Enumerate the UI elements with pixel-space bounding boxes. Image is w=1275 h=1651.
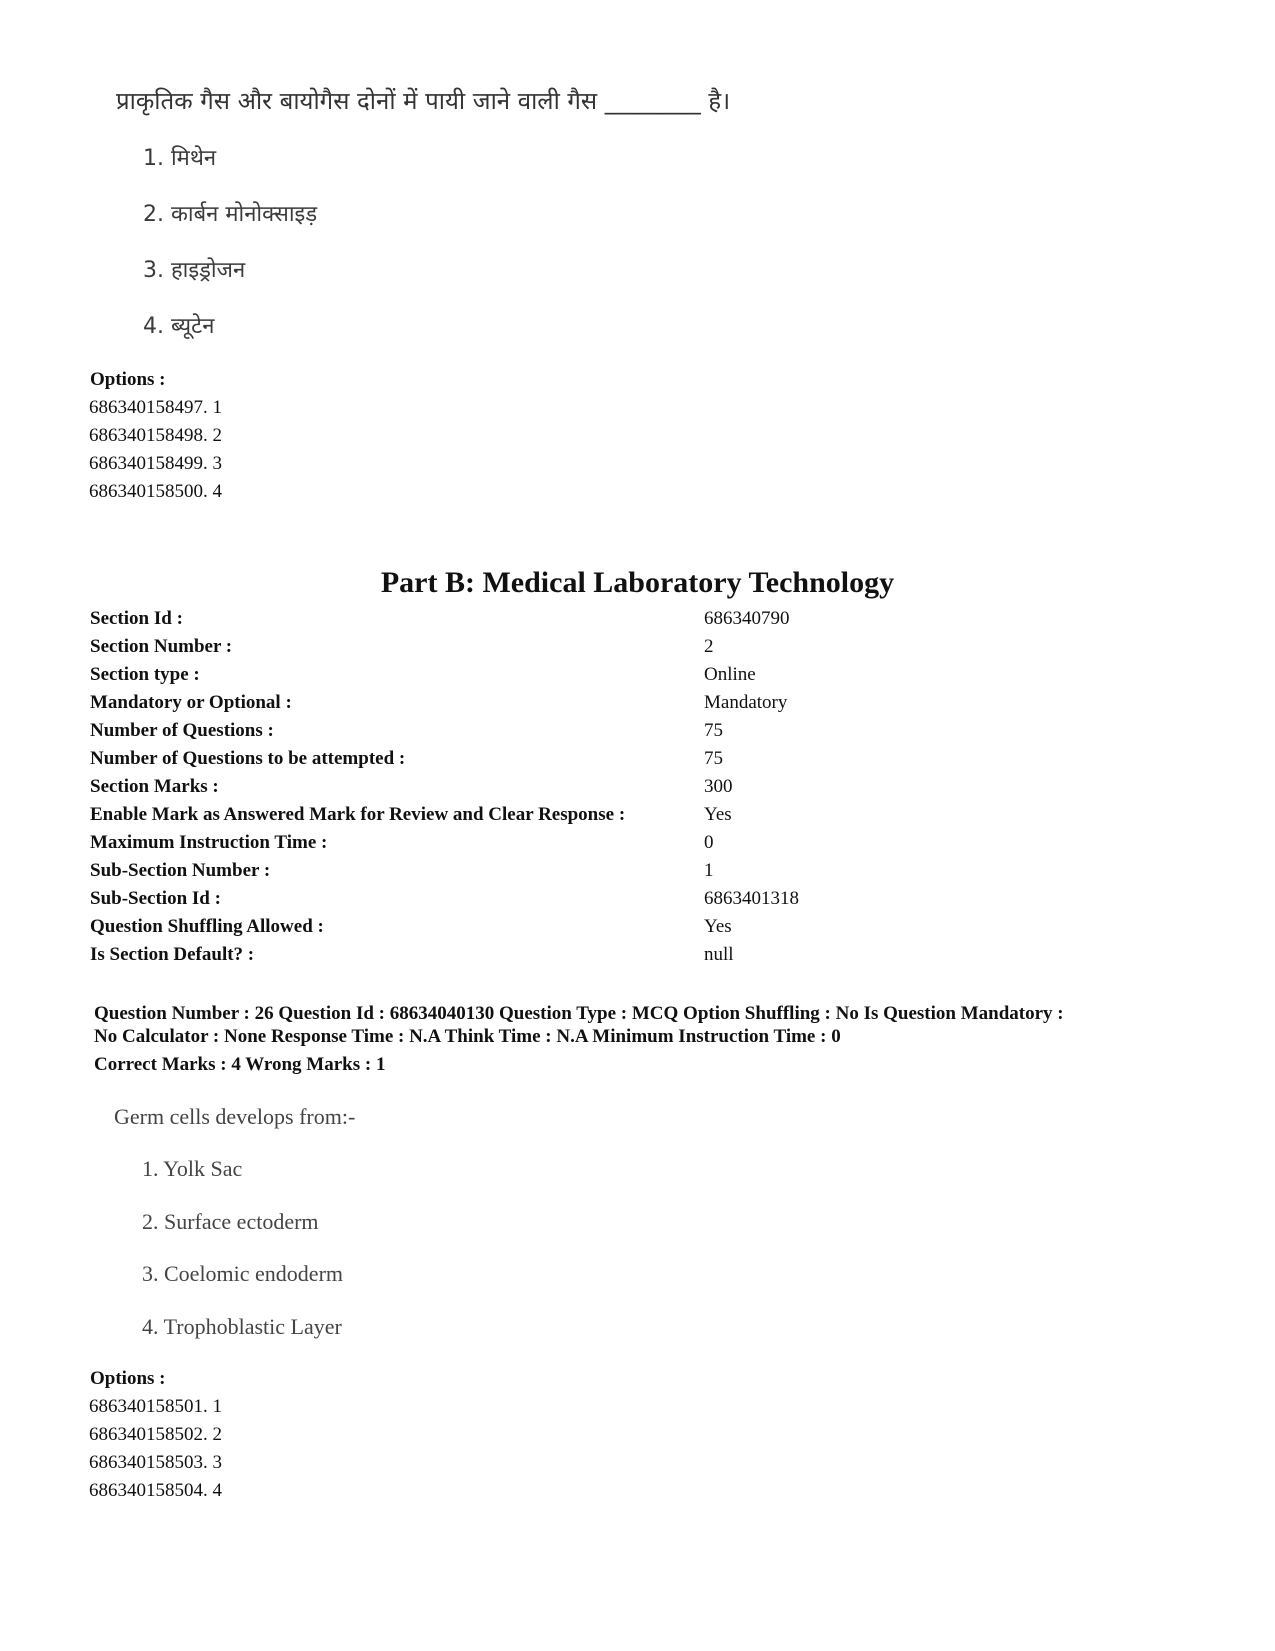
section-value: 0 <box>704 832 714 853</box>
part-title: Part B: Medical Laboratory Technology <box>380 566 895 599</box>
section-value: Yes <box>704 804 732 825</box>
section-value: Online <box>704 664 756 685</box>
question-meta: No Calculator : None Response Time : N.A Think Time : N.A Minimum Instruction Time : 0 <box>94 1026 841 1047</box>
section-label: Maximum Instruction Time : <box>90 832 328 853</box>
section-value: 75 <box>704 720 723 741</box>
section-value: Yes <box>704 916 732 937</box>
section-label: Section Number : <box>90 636 233 657</box>
section-value: 2 <box>704 636 714 657</box>
choice-2: 2. Surface ectoderm <box>142 1209 319 1234</box>
section-label: Sub-Section Id : <box>90 888 221 909</box>
section-row <box>90 692 1190 720</box>
question-stem-hindi: प्राकृतिक गैस और बायोगैस दोनों में पायी जाने वाली गैस ________ है। <box>116 87 731 115</box>
section-label: Mandatory or Optional : <box>90 692 292 713</box>
question-stem: Germ cells develops from:- <box>114 1104 356 1129</box>
choice-1: 1. Yolk Sac <box>142 1156 243 1181</box>
section-row <box>90 664 1190 692</box>
section-label: Section type : <box>90 664 200 685</box>
option-id: 686340158504. 4 <box>89 1480 222 1501</box>
section-label: Section Id : <box>90 608 183 629</box>
choice-4: 4. Trophoblastic Layer <box>142 1314 342 1339</box>
section-row <box>90 776 1190 804</box>
choice-3-hindi: 3. हाइड्रोजन <box>143 258 246 283</box>
option-id: 686340158498. 2 <box>89 425 222 446</box>
section-row <box>90 804 1190 832</box>
section-label: Enable Mark as Answered Mark for Review and Clear Response : <box>90 804 626 825</box>
section-row <box>90 860 1190 888</box>
options-label: Options : <box>90 1368 166 1389</box>
option-id: 686340158501. 1 <box>89 1396 222 1417</box>
choice-2-hindi: 2. कार्बन मोनोक्साइड़ <box>143 202 318 227</box>
section-label: Question Shuffling Allowed : <box>90 916 324 937</box>
section-value: 75 <box>704 748 723 769</box>
section-value: 300 <box>704 776 733 797</box>
section-row <box>90 888 1190 916</box>
section-value: 686340790 <box>704 608 790 629</box>
section-value: 6863401318 <box>704 888 799 909</box>
option-id: 686340158500. 4 <box>89 481 222 502</box>
section-row <box>90 636 1190 664</box>
section-row <box>90 608 1190 636</box>
choice-4-hindi: 4. ब्यूटेन <box>143 314 215 339</box>
question-meta: Question Number : 26 Question Id : 68634040130 Question Type : MCQ Option Shuffling : No Is Question Mandatory : <box>94 1003 1064 1024</box>
section-value: Mandatory <box>704 692 788 713</box>
section-label: Sub-Section Number : <box>90 860 271 881</box>
choice-3: 3. Coelomic endoderm <box>142 1261 344 1286</box>
section-label: Number of Questions to be attempted : <box>90 748 406 769</box>
option-id: 686340158502. 2 <box>89 1424 222 1445</box>
options-label: Options : <box>90 369 166 390</box>
section-label: Number of Questions : <box>90 720 274 741</box>
option-id: 686340158497. 1 <box>89 397 222 418</box>
question-marks: Correct Marks : 4 Wrong Marks : 1 <box>94 1054 386 1075</box>
option-id: 686340158503. 3 <box>89 1452 222 1473</box>
section-value: 1 <box>704 860 714 881</box>
option-id: 686340158499. 3 <box>89 453 222 474</box>
section-row <box>90 916 1190 944</box>
choice-1-hindi: 1. मिथेन <box>143 146 217 171</box>
section-label: Is Section Default? : <box>90 944 255 965</box>
section-value: null <box>704 944 734 965</box>
section-row <box>90 748 1190 776</box>
section-row <box>90 832 1190 860</box>
section-row <box>90 944 1190 972</box>
section-label: Section Marks : <box>90 776 219 797</box>
section-row <box>90 720 1190 748</box>
